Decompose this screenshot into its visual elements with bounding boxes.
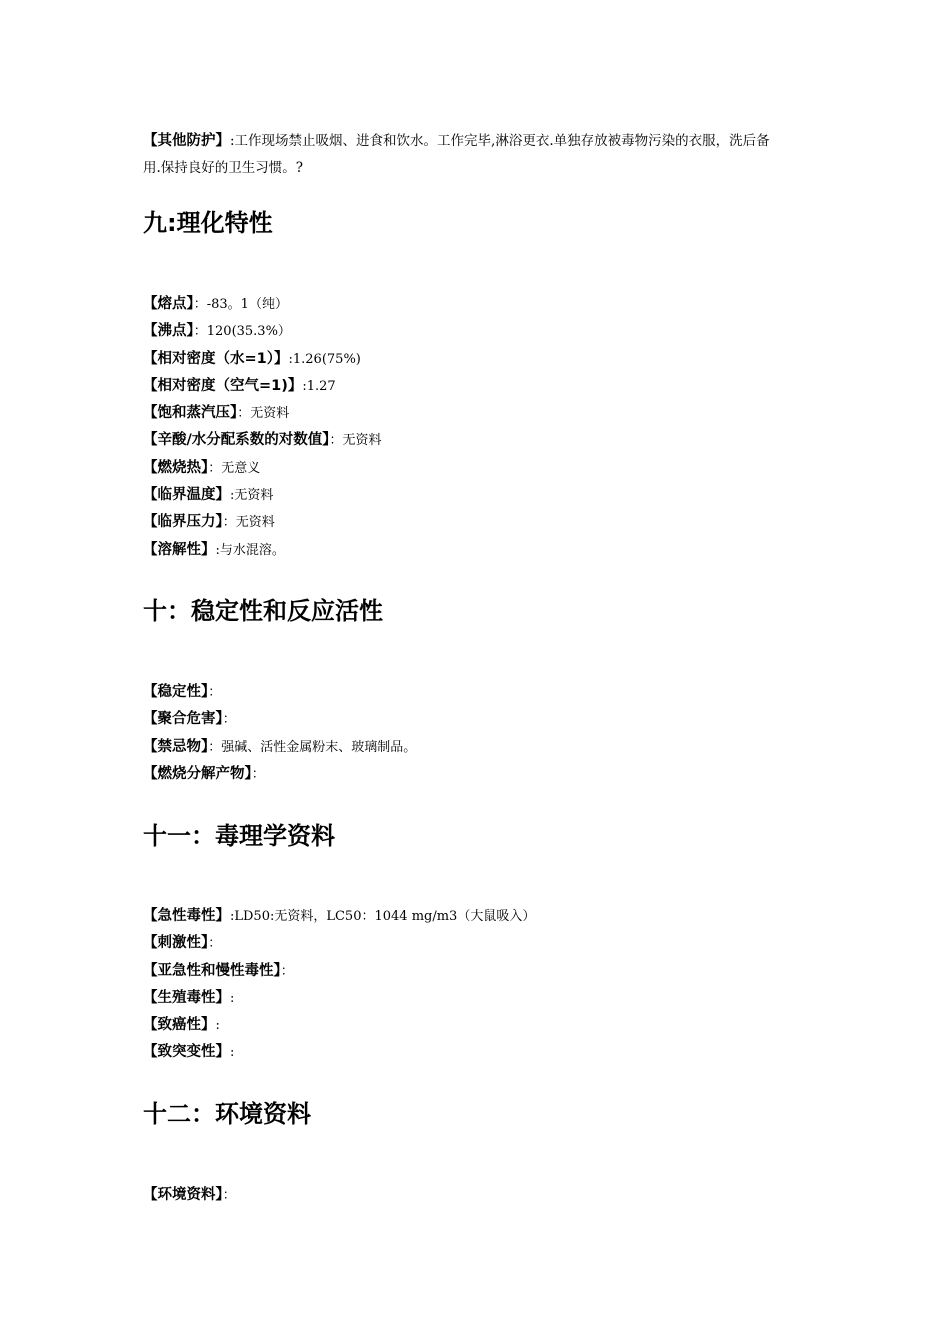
property-label: 【稳定性】 [143, 684, 209, 700]
property-value: ： [208, 936, 222, 952]
property-row [143, 1039, 843, 1066]
property-row [143, 903, 843, 930]
property-value: ： [222, 1188, 236, 1203]
section-heading-physical-chemical: 九:理化特性 [143, 209, 273, 237]
property-row [143, 706, 843, 733]
property-value: :1.27 [302, 378, 336, 394]
other-protection-text: :工作现场禁止吸烟、进食和饮水。工作完毕,淋浴更衣.单独存放被毒物污染的衣服，洗后备用.保持良好的卫生习惯。? [143, 133, 770, 176]
property-row [143, 734, 843, 761]
section-items-environmental [143, 1182, 843, 1209]
property-value: : [230, 1045, 235, 1061]
property-label: 【环境资料】 [143, 1187, 223, 1203]
property-value: ： [208, 685, 222, 700]
property-value: :无资料 [230, 488, 274, 504]
property-value: ：无意义 [208, 460, 261, 476]
property-value: ： [251, 766, 265, 782]
property-row [143, 509, 843, 536]
property-row [143, 482, 843, 509]
property-label: 【相对密度（空气=1)】 [143, 377, 303, 394]
property-row [143, 761, 843, 788]
property-row [143, 537, 843, 564]
property-label: 【相对密度（水=1）】 [143, 350, 289, 367]
property-value: ： [280, 963, 294, 979]
property-row [143, 318, 843, 345]
property-label: 【生殖毒性】 [143, 989, 230, 1006]
other-protection-label: 【其他防护】 [143, 133, 230, 149]
section-items-toxicology [143, 903, 843, 1067]
property-label: 【沸点】 [143, 323, 194, 340]
property-row [143, 958, 843, 985]
property-value: ：-83。1（纯） [193, 297, 288, 312]
property-value: ：120(35.3%） [193, 324, 291, 340]
property-label: 【亚急性和慢性毒性】 [143, 962, 281, 979]
property-label: 【燃烧热】 [143, 459, 209, 476]
property-value: ：无资料 [222, 515, 275, 531]
property-value: :与水混溶。 [215, 542, 285, 558]
property-label: 【临界压力】 [143, 514, 223, 531]
property-row [143, 373, 843, 400]
property-row [143, 346, 843, 373]
property-value: :LD50:无资料，LC50：1044 mg/m3（大鼠吸入） [230, 909, 536, 924]
property-row [143, 679, 843, 706]
property-label: 【禁忌物】 [143, 738, 209, 755]
property-row [143, 427, 843, 454]
property-value: ： [222, 712, 236, 728]
property-row [143, 455, 843, 482]
property-value: ：无资料 [237, 406, 290, 422]
section-heading-stability-reactivity: 十：稳定性和反应活性 [143, 597, 383, 625]
property-label: 【熔点】 [143, 296, 194, 312]
property-label: 【聚合危害】 [143, 711, 223, 728]
section-items-stability-reactivity [143, 679, 843, 788]
section-heading-toxicology: 十一：毒理学资料 [143, 822, 335, 850]
property-row [143, 1182, 843, 1209]
property-label: 【辛酸/水分配系数的对数值】 [143, 432, 330, 449]
property-value: : [215, 1018, 220, 1034]
property-label: 【临界温度】 [143, 487, 230, 504]
property-value: ：强碱、活性金属粉末、玻璃制品。 [208, 739, 417, 755]
property-label: 【刺激性】 [143, 935, 209, 952]
property-label: 【致突变性】 [143, 1044, 230, 1061]
other-protection-paragraph [143, 128, 783, 182]
property-row [143, 1012, 843, 1039]
property-row [143, 930, 843, 957]
property-label: 【致癌性】 [143, 1017, 216, 1034]
property-label: 【饱和蒸汽压】 [143, 405, 238, 422]
property-value: : [230, 990, 235, 1006]
property-row [143, 985, 843, 1012]
property-label: 【溶解性】 [143, 541, 216, 558]
section-items-physical-chemical [143, 291, 843, 564]
property-value: ：无资料 [329, 433, 382, 449]
property-value: :1.26(75%) [288, 351, 361, 367]
property-label: 【急性毒性】 [143, 908, 230, 924]
property-row [143, 291, 843, 318]
property-row [143, 400, 843, 427]
section-heading-environmental: 十二：环境资料 [143, 1100, 311, 1128]
property-label: 【燃烧分解产物】 [143, 765, 252, 782]
